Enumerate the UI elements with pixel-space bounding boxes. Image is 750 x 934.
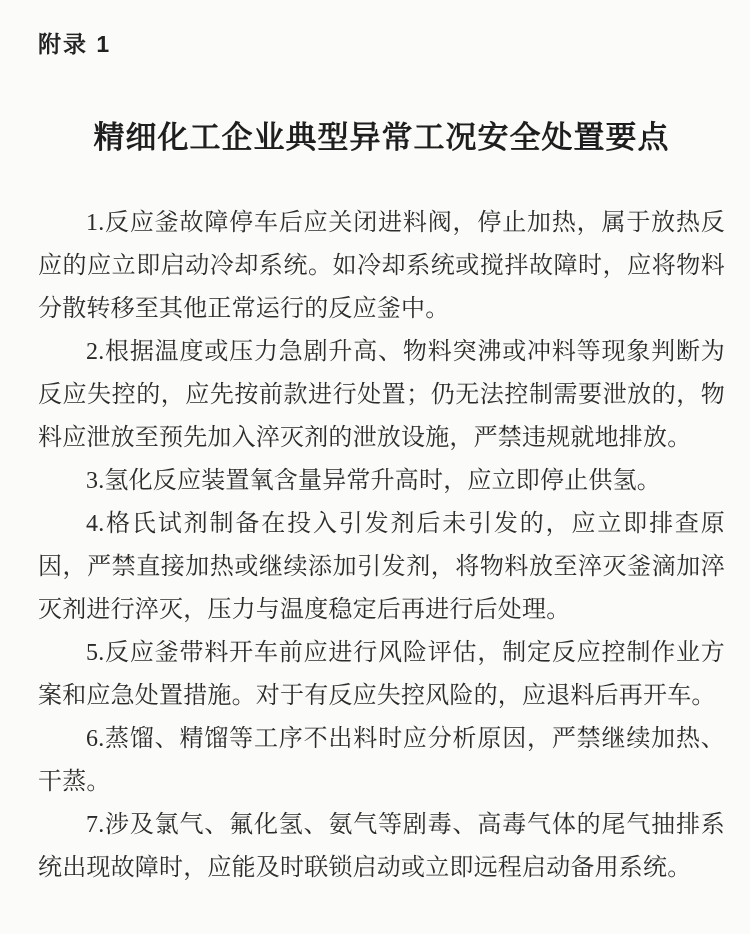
paragraph-6: 6.蒸馏、精馏等工序不出料时应分析原因，严禁继续加热、干蒸。 [38, 726, 725, 795]
document-title: 精细化工企业典型异常工况安全处置要点 [93, 120, 670, 155]
paragraph-3: 3.氢化反应装置氧含量异常升高时，应立即停止供氢。 [86, 468, 661, 494]
appendix-label: 附录 1 [38, 31, 112, 57]
document-body [38, 202, 725, 890]
paragraph-7: 7.涉及氯气、氟化氢、氨气等剧毒、高毒气体的尾气抽排系统出现故障时，应能及时联锁启动或立即远程启动备用系统。 [38, 812, 725, 881]
paragraph-4: 4.格氏试剂制备在投入引发剂后未引发的，应立即排查原因，严禁直接加热或继续添加引发剂，将物料放至淬灭釜滴加淬灭剂进行淬灭，压力与温度稳定后再进行后处理。 [38, 511, 725, 623]
paragraph-1: 1.反应釜故障停车后应关闭进料阀，停止加热，属于放热反应的应立即启动冷却系统。如冷却系统或搅拌故障时，应将物料分散转移至其他正常运行的反应釜中。 [38, 210, 725, 322]
paragraph-2: 2.根据温度或压力急剧升高、物料突沸或冲料等现象判断为反应失控的，应先按前款进行处置；仍无法控制需要泄放的，物料应泄放至预先加入淬灭剂的泄放设施，严禁违规就地排放。 [38, 339, 725, 451]
paragraph-5: 5.反应釜带料开车前应进行风险评估，制定反应控制作业方案和应急处置措施。对于有反应失控风险的，应退料后再开车。 [38, 640, 725, 709]
